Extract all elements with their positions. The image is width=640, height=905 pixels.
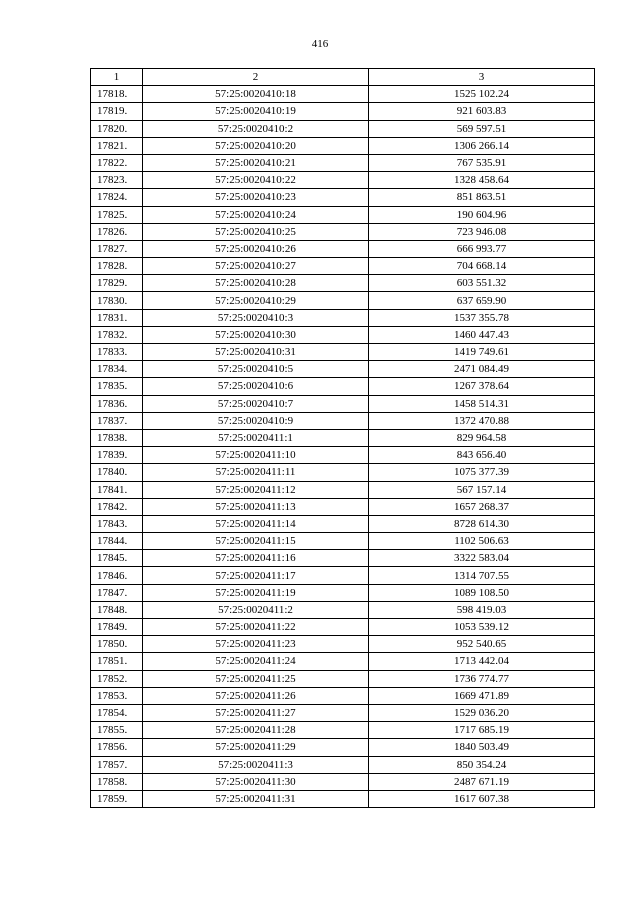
row-number-cell: 17854.	[91, 704, 143, 721]
cadastral-number-cell: 57:25:0020411:16	[143, 550, 369, 567]
row-number-cell: 17858.	[91, 773, 143, 790]
cadastral-number-cell: 57:25:0020411:1	[143, 429, 369, 446]
table-row	[91, 292, 595, 309]
cadastral-value-cell: 1537 355.78	[369, 309, 595, 326]
cadastral-number-cell: 57:25:0020411:13	[143, 498, 369, 515]
cadastral-value-cell: 829 964.58	[369, 429, 595, 446]
row-number-cell: 17855.	[91, 722, 143, 739]
row-number-cell: 17851.	[91, 653, 143, 670]
cadastral-number-cell: 57:25:0020410:6	[143, 378, 369, 395]
table-row	[91, 567, 595, 584]
column-header-number: 1	[91, 69, 143, 86]
cadastral-value-cell: 1328 458.64	[369, 172, 595, 189]
row-number-cell: 17838.	[91, 429, 143, 446]
cadastral-value-cell: 1458 514.31	[369, 395, 595, 412]
table-row	[91, 395, 595, 412]
cadastral-number-cell: 57:25:0020411:15	[143, 533, 369, 550]
table-row	[91, 103, 595, 120]
table-row	[91, 154, 595, 171]
row-number-cell: 17820.	[91, 120, 143, 137]
table-row	[91, 601, 595, 618]
cadastral-value-cell: 1669 471.89	[369, 687, 595, 704]
row-number-cell: 17853.	[91, 687, 143, 704]
cadastral-value-cell: 1657 268.37	[369, 498, 595, 515]
table-row	[91, 773, 595, 790]
cadastral-number-cell: 57:25:0020410:5	[143, 361, 369, 378]
cadastral-value-cell: 1617 607.38	[369, 790, 595, 807]
table-row	[91, 309, 595, 326]
table-row	[91, 722, 595, 739]
row-number-cell: 17835.	[91, 378, 143, 395]
table-row	[91, 120, 595, 137]
cadastral-value-cell: 1460 447.43	[369, 326, 595, 343]
row-number-cell: 17859.	[91, 790, 143, 807]
row-number-cell: 17822.	[91, 154, 143, 171]
table-row	[91, 533, 595, 550]
row-number-cell: 17840.	[91, 464, 143, 481]
cadastral-number-cell: 57:25:0020411:28	[143, 722, 369, 739]
table-row	[91, 258, 595, 275]
cadastral-number-cell: 57:25:0020410:21	[143, 154, 369, 171]
row-number-cell: 17846.	[91, 567, 143, 584]
cadastral-value-cell: 637 659.90	[369, 292, 595, 309]
row-number-cell: 17823.	[91, 172, 143, 189]
row-number-cell: 17821.	[91, 137, 143, 154]
cadastral-number-cell: 57:25:0020411:31	[143, 790, 369, 807]
cadastral-value-cell: 1419 749.61	[369, 344, 595, 361]
cadastral-value-cell: 190 604.96	[369, 206, 595, 223]
cadastral-number-cell: 57:25:0020410:20	[143, 137, 369, 154]
cadastral-value-cell: 1372 470.88	[369, 412, 595, 429]
cadastral-value-cell: 1267 378.64	[369, 378, 595, 395]
row-number-cell: 17829.	[91, 275, 143, 292]
table-row	[91, 344, 595, 361]
cadastral-number-cell: 57:25:0020410:24	[143, 206, 369, 223]
row-number-cell: 17827.	[91, 240, 143, 257]
cadastral-value-cell: 8728 614.30	[369, 515, 595, 532]
row-number-cell: 17824.	[91, 189, 143, 206]
row-number-cell: 17819.	[91, 103, 143, 120]
row-number-cell: 17834.	[91, 361, 143, 378]
row-number-cell: 17844.	[91, 533, 143, 550]
row-number-cell: 17830.	[91, 292, 143, 309]
row-number-cell: 17837.	[91, 412, 143, 429]
cadastral-number-cell: 57:25:0020411:26	[143, 687, 369, 704]
cadastral-value-cell: 1736 774.77	[369, 670, 595, 687]
table-row	[91, 790, 595, 807]
cadastral-value-cell: 1717 685.19	[369, 722, 595, 739]
table-header-row	[91, 69, 595, 86]
table-row	[91, 86, 595, 103]
cadastral-value-cell: 850 354.24	[369, 756, 595, 773]
cadastral-value-table	[90, 68, 595, 808]
row-number-cell: 17832.	[91, 326, 143, 343]
cadastral-number-cell: 57:25:0020410:31	[143, 344, 369, 361]
cadastral-number-cell: 57:25:0020410:7	[143, 395, 369, 412]
row-number-cell: 17845.	[91, 550, 143, 567]
row-number-cell: 17841.	[91, 481, 143, 498]
table-row	[91, 739, 595, 756]
cadastral-value-cell: 1053 539.12	[369, 619, 595, 636]
cadastral-number-cell: 57:25:0020411:25	[143, 670, 369, 687]
cadastral-value-cell: 1089 108.50	[369, 584, 595, 601]
table-row	[91, 550, 595, 567]
table-body	[91, 86, 595, 808]
table-row	[91, 687, 595, 704]
cadastral-value-cell: 569 597.51	[369, 120, 595, 137]
table-row	[91, 498, 595, 515]
row-number-cell: 17831.	[91, 309, 143, 326]
row-number-cell: 17852.	[91, 670, 143, 687]
table-row	[91, 653, 595, 670]
cadastral-value-cell: 1529 036.20	[369, 704, 595, 721]
cadastral-number-cell: 57:25:0020410:25	[143, 223, 369, 240]
table-row	[91, 137, 595, 154]
row-number-cell: 17857.	[91, 756, 143, 773]
cadastral-number-cell: 57:25:0020411:22	[143, 619, 369, 636]
row-number-cell: 17836.	[91, 395, 143, 412]
cadastral-number-cell: 57:25:0020410:27	[143, 258, 369, 275]
cadastral-number-cell: 57:25:0020411:3	[143, 756, 369, 773]
row-number-cell: 17828.	[91, 258, 143, 275]
cadastral-number-cell: 57:25:0020411:2	[143, 601, 369, 618]
cadastral-value-cell: 1713 442.04	[369, 653, 595, 670]
cadastral-value-cell: 598 419.03	[369, 601, 595, 618]
cadastral-number-cell: 57:25:0020411:27	[143, 704, 369, 721]
table-row	[91, 481, 595, 498]
cadastral-value-cell: 723 946.08	[369, 223, 595, 240]
row-number-cell: 17843.	[91, 515, 143, 532]
cadastral-value-cell: 1314 707.55	[369, 567, 595, 584]
table-row	[91, 619, 595, 636]
cadastral-number-cell: 57:25:0020411:11	[143, 464, 369, 481]
row-number-cell: 17850.	[91, 636, 143, 653]
page-number: 416	[311, 38, 329, 50]
table-row	[91, 223, 595, 240]
row-number-cell: 17833.	[91, 344, 143, 361]
cadastral-value-cell: 851 863.51	[369, 189, 595, 206]
table-row	[91, 515, 595, 532]
cadastral-value-cell: 843 656.40	[369, 447, 595, 464]
cadastral-value-cell: 2487 671.19	[369, 773, 595, 790]
table-row	[91, 378, 595, 395]
cadastral-number-cell: 57:25:0020410:19	[143, 103, 369, 120]
cadastral-value-cell: 1102 506.63	[369, 533, 595, 550]
cadastral-number-cell: 57:25:0020411:30	[143, 773, 369, 790]
table-row	[91, 361, 595, 378]
cadastral-number-cell: 57:25:0020411:12	[143, 481, 369, 498]
row-number-cell: 17847.	[91, 584, 143, 601]
table-row	[91, 636, 595, 653]
table-row	[91, 172, 595, 189]
table-row	[91, 275, 595, 292]
table-row	[91, 326, 595, 343]
table-row	[91, 756, 595, 773]
cadastral-number-cell: 57:25:0020410:18	[143, 86, 369, 103]
row-number-cell: 17849.	[91, 619, 143, 636]
cadastral-number-cell: 57:25:0020411:24	[143, 653, 369, 670]
table-row	[91, 704, 595, 721]
row-number-cell: 17848.	[91, 601, 143, 618]
cadastral-value-cell: 767 535.91	[369, 154, 595, 171]
cadastral-value-cell: 704 668.14	[369, 258, 595, 275]
table-row	[91, 584, 595, 601]
cadastral-number-cell: 57:25:0020410:2	[143, 120, 369, 137]
cadastral-number-cell: 57:25:0020410:3	[143, 309, 369, 326]
cadastral-value-cell: 567 157.14	[369, 481, 595, 498]
cadastral-value-cell: 2471 084.49	[369, 361, 595, 378]
cadastral-number-cell: 57:25:0020411:19	[143, 584, 369, 601]
cadastral-value-cell: 1306 266.14	[369, 137, 595, 154]
cadastral-number-cell: 57:25:0020411:23	[143, 636, 369, 653]
cadastral-value-cell: 921 603.83	[369, 103, 595, 120]
row-number-cell: 17825.	[91, 206, 143, 223]
table-row	[91, 240, 595, 257]
row-number-cell: 17826.	[91, 223, 143, 240]
cadastral-number-cell: 57:25:0020411:14	[143, 515, 369, 532]
cadastral-number-cell: 57:25:0020411:17	[143, 567, 369, 584]
cadastral-number-cell: 57:25:0020410:30	[143, 326, 369, 343]
table-row	[91, 189, 595, 206]
cadastral-value-cell: 603 551.32	[369, 275, 595, 292]
cadastral-number-cell: 57:25:0020410:22	[143, 172, 369, 189]
cadastral-number-cell: 57:25:0020410:23	[143, 189, 369, 206]
column-header-cadastral-number: 2	[143, 69, 369, 86]
cadastral-value-cell: 1525 102.24	[369, 86, 595, 103]
cadastral-number-cell: 57:25:0020410:26	[143, 240, 369, 257]
row-number-cell: 17818.	[91, 86, 143, 103]
row-number-cell: 17856.	[91, 739, 143, 756]
cadastral-value-cell: 952 540.65	[369, 636, 595, 653]
cadastral-value-cell: 1840 503.49	[369, 739, 595, 756]
cadastral-number-cell: 57:25:0020411:29	[143, 739, 369, 756]
cadastral-value-cell: 1075 377.39	[369, 464, 595, 481]
cadastral-value-cell: 666 993.77	[369, 240, 595, 257]
table-row	[91, 670, 595, 687]
table-row	[91, 429, 595, 446]
table-row	[91, 412, 595, 429]
cadastral-number-cell: 57:25:0020411:10	[143, 447, 369, 464]
row-number-cell: 17839.	[91, 447, 143, 464]
table-row	[91, 206, 595, 223]
cadastral-number-cell: 57:25:0020410:28	[143, 275, 369, 292]
table-row	[91, 447, 595, 464]
column-header-value: 3	[369, 69, 595, 86]
row-number-cell: 17842.	[91, 498, 143, 515]
cadastral-number-cell: 57:25:0020410:9	[143, 412, 369, 429]
cadastral-number-cell: 57:25:0020410:29	[143, 292, 369, 309]
cadastral-value-cell: 3322 583.04	[369, 550, 595, 567]
table-row	[91, 464, 595, 481]
